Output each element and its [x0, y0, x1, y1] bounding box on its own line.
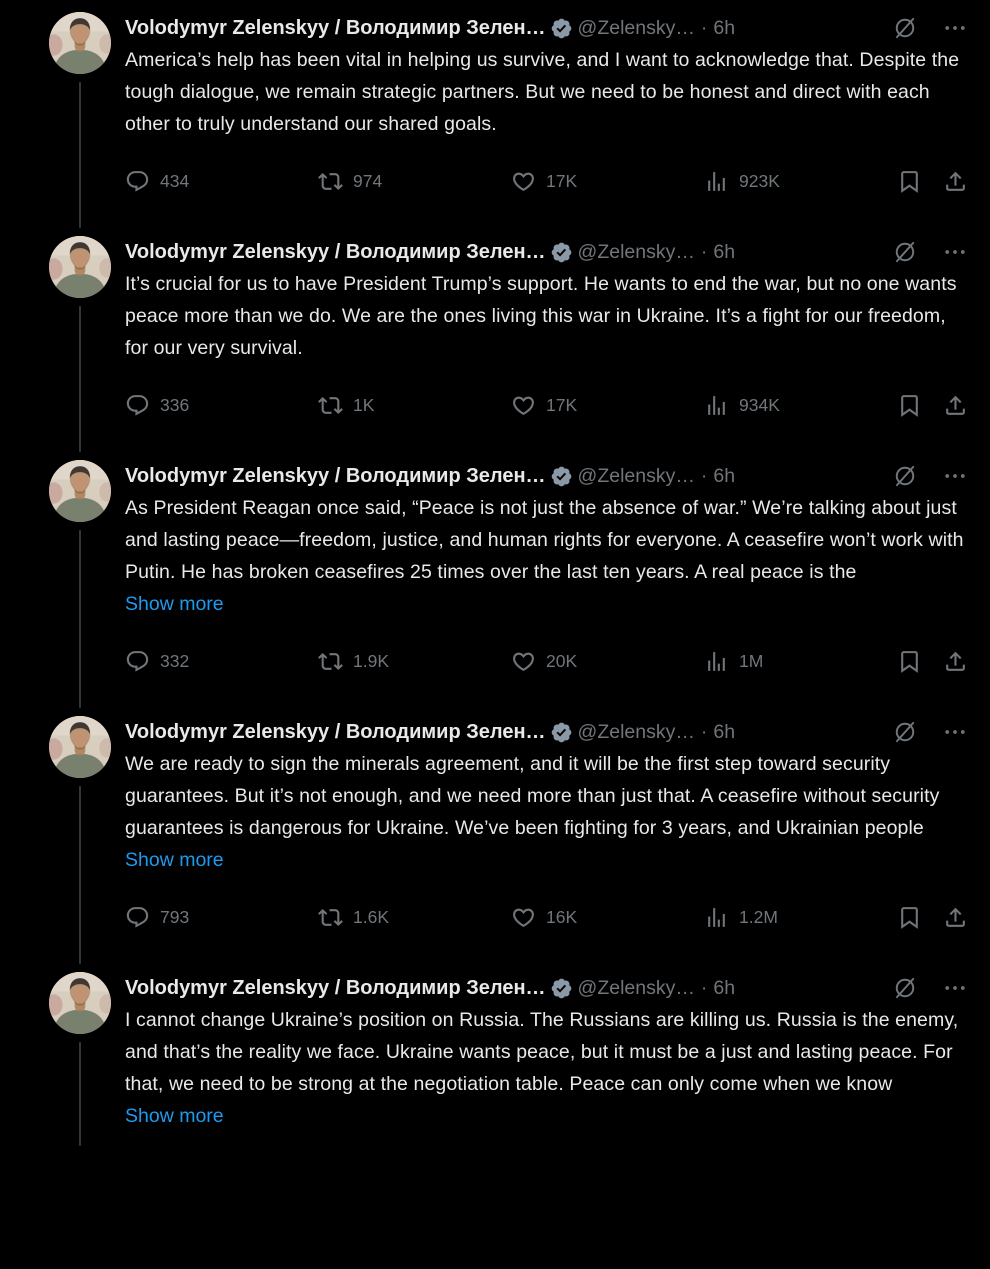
repost-icon	[318, 169, 343, 194]
repost-count: 1.9K	[353, 650, 389, 671]
views-icon	[704, 649, 729, 674]
thread-connector-line	[79, 306, 81, 452]
reply-button[interactable]	[125, 169, 318, 194]
reply-button[interactable]	[125, 905, 318, 930]
bookmark-icon[interactable]	[897, 905, 922, 930]
grok-icon[interactable]	[892, 239, 918, 265]
separator-dot: ·	[700, 240, 708, 263]
reply-count: 434	[160, 170, 190, 191]
reply-icon	[125, 905, 150, 930]
thread-connector-line	[79, 530, 81, 708]
show-more-link[interactable]: Show more	[125, 849, 224, 871]
like-count: 17K	[546, 394, 578, 415]
grok-icon[interactable]	[892, 463, 918, 489]
reply-count: 332	[160, 650, 190, 671]
reply-icon	[125, 393, 150, 418]
repost-icon	[318, 393, 343, 418]
repost-count: 974	[353, 170, 383, 191]
display-name[interactable]: Volodymyr Zelenskyy / Володимир Зелен…	[125, 464, 546, 487]
like-icon	[511, 169, 536, 194]
tweet[interactable]	[0, 460, 990, 716]
separator-dot: ·	[700, 720, 708, 743]
views-icon	[704, 169, 729, 194]
like-icon	[511, 905, 536, 930]
verified-badge-icon	[550, 17, 573, 40]
verified-badge-icon	[550, 977, 573, 1000]
repost-icon	[318, 905, 343, 930]
bookmark-icon[interactable]	[897, 169, 922, 194]
reply-count: 793	[160, 906, 190, 927]
views-count: 923K	[739, 170, 780, 191]
share-icon[interactable]	[943, 169, 968, 194]
views-button[interactable]	[704, 393, 897, 418]
more-options-icon[interactable]	[942, 239, 968, 265]
like-count: 16K	[546, 906, 578, 927]
timestamp[interactable]: 6h	[713, 720, 736, 743]
display-name[interactable]: Volodymyr Zelenskyy / Володимир Зелен…	[125, 16, 546, 39]
views-button[interactable]	[704, 649, 897, 674]
verified-badge-icon	[550, 721, 573, 744]
views-button[interactable]	[704, 905, 897, 930]
grok-icon[interactable]	[892, 15, 918, 41]
reply-icon	[125, 169, 150, 194]
tweet[interactable]	[0, 716, 990, 972]
display-name[interactable]: Volodymyr Zelenskyy / Володимир Зелен…	[125, 240, 546, 263]
tweet[interactable]	[0, 0, 990, 236]
verified-badge-icon	[550, 241, 573, 264]
repost-icon	[318, 649, 343, 674]
timestamp[interactable]: 6h	[713, 240, 736, 263]
display-name[interactable]: Volodymyr Zelenskyy / Володимир Зелен…	[125, 720, 546, 743]
thread-connector-line	[79, 1042, 81, 1146]
avatar[interactable]	[49, 460, 111, 522]
tweet-actions	[125, 646, 968, 676]
share-icon[interactable]	[943, 393, 968, 418]
show-more-link[interactable]: Show more	[125, 1105, 224, 1127]
timestamp[interactable]: 6h	[713, 16, 736, 39]
like-count: 17K	[546, 170, 578, 191]
tweet-text: I cannot change Ukraine’s position on Russia. The Russians are killing us. Russia is the enemy, and that’s the reality we face. Ukraine wants peace, but it must be a just and lasting peace. For that, we need to be strong at the negotiation table. Peace can only come when we know	[125, 1009, 959, 1095]
tweet-header	[125, 716, 968, 748]
more-options-icon[interactable]	[942, 15, 968, 41]
repost-count: 1K	[353, 394, 375, 415]
like-button[interactable]	[511, 649, 704, 674]
views-count: 1M	[739, 650, 764, 671]
more-options-icon[interactable]	[942, 719, 968, 745]
avatar[interactable]	[49, 716, 111, 778]
thread-connector-line	[79, 82, 81, 228]
display-name[interactable]: Volodymyr Zelenskyy / Володимир Зелен…	[125, 976, 546, 999]
tweet-text: We are ready to sign the minerals agreement, and it will be the first step toward security guarantees. But it’s not enough, and we need more than just that. A ceasefire without security guarantees is dangerous for Ukraine. We’ve been fighting for 3 years, and Ukrainian people	[125, 753, 940, 839]
separator-dot: ·	[700, 464, 708, 487]
like-icon	[511, 393, 536, 418]
show-more-link[interactable]: Show more	[125, 593, 224, 615]
avatar[interactable]	[49, 972, 111, 1034]
separator-dot: ·	[700, 16, 708, 39]
reply-count: 336	[160, 394, 190, 415]
like-icon	[511, 649, 536, 674]
more-options-icon[interactable]	[942, 463, 968, 489]
user-handle[interactable]: @Zelensky…	[577, 720, 695, 743]
avatar[interactable]	[49, 236, 111, 298]
tweet-header	[125, 12, 968, 44]
repost-button[interactable]	[318, 393, 511, 418]
repost-button[interactable]	[318, 649, 511, 674]
reply-button[interactable]	[125, 393, 318, 418]
repost-button[interactable]	[318, 905, 511, 930]
separator-dot: ·	[700, 976, 708, 999]
reply-icon	[125, 649, 150, 674]
user-handle[interactable]: @Zelensky…	[577, 16, 695, 39]
tweet-header	[125, 236, 968, 268]
bookmark-icon[interactable]	[897, 393, 922, 418]
verified-badge-icon	[550, 465, 573, 488]
user-handle[interactable]: @Zelensky…	[577, 240, 695, 263]
views-count: 1.2M	[739, 906, 778, 927]
tweet[interactable]	[0, 972, 990, 1132]
tweet-text: It’s crucial for us to have President Trump’s support. He wants to end the war, but no one wants peace more than we do. We are the ones living this war in Ukraine. It’s a fight for our freedom, for our very survival.	[125, 273, 957, 359]
like-button[interactable]	[511, 393, 704, 418]
tweet-actions	[125, 902, 968, 932]
views-count: 934K	[739, 394, 780, 415]
tweet-text: As President Reagan once said, “Peace is not just the absence of war.” We’re talking about just and lasting peace—freedom, justice, and human rights for everyone. A ceasefire won’t work with Putin. He has broken ceasefires 25 times over the last ten years. A real peace is the	[125, 497, 964, 583]
user-handle[interactable]: @Zelensky…	[577, 976, 695, 999]
views-button[interactable]	[704, 169, 897, 194]
avatar[interactable]	[49, 12, 111, 74]
thread-connector-line	[79, 786, 81, 964]
tweet-actions	[125, 390, 968, 420]
like-button[interactable]	[511, 905, 704, 930]
grok-icon[interactable]	[892, 719, 918, 745]
views-icon	[704, 905, 729, 930]
tweet-header	[125, 972, 968, 1004]
user-handle[interactable]: @Zelensky…	[577, 464, 695, 487]
timestamp[interactable]: 6h	[713, 464, 736, 487]
share-icon[interactable]	[943, 649, 968, 674]
bookmark-icon[interactable]	[897, 649, 922, 674]
tweet-text: America’s help has been vital in helping us survive, and I want to acknowledge that. Despite the tough dialogue, we remain strategic partners. But we need to be honest and direct with each other to truly understand our shared goals.	[125, 49, 960, 135]
share-icon[interactable]	[943, 905, 968, 930]
like-count: 20K	[546, 650, 578, 671]
views-icon	[704, 393, 729, 418]
reply-button[interactable]	[125, 649, 318, 674]
tweet-actions	[125, 166, 968, 196]
repost-count: 1.6K	[353, 906, 389, 927]
tweet-header	[125, 460, 968, 492]
repost-button[interactable]	[318, 169, 511, 194]
like-button[interactable]	[511, 169, 704, 194]
timestamp[interactable]: 6h	[713, 976, 736, 999]
tweet[interactable]	[0, 236, 990, 460]
more-options-icon[interactable]	[942, 975, 968, 1001]
grok-icon[interactable]	[892, 975, 918, 1001]
